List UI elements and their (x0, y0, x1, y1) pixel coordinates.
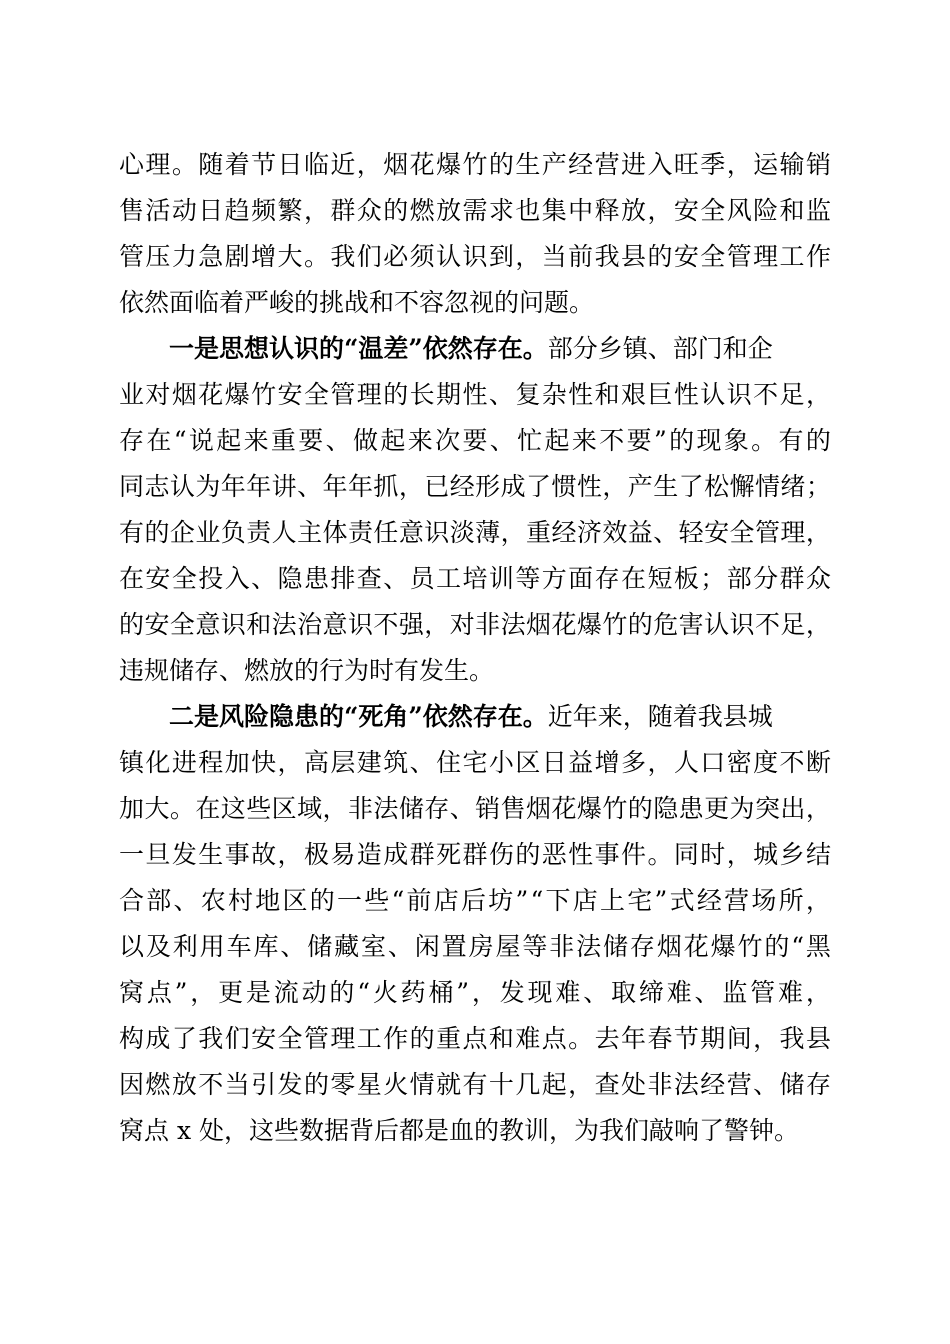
text-line: 管 压 力 急 剧 增 大 。 我 们 必 须 认 识 到 ， 当 前 我 县 的 安 全 管 理 工 作 (119, 242, 831, 271)
text-line: 违规储存、燃放的行为时有发生。 (119, 656, 495, 685)
text-line: 有 的 企 业 负 责 人 主 体 责 任 意 识 淡 薄 ， 重 经 济 效 益 、 轻 安 全 管 理 ， (119, 518, 831, 547)
paragraph-first-line-text: 部分乡镇、部门和企 (547, 334, 773, 363)
text-line: 同 志 认 为 年 年 讲 、 年 年 抓 ， 已 经 形 成 了 惯 性 ， 产 生 了 松 懈 情 绪 ； (119, 472, 831, 501)
text-line: 售 活 动 日 趋 频 繁 ， 群 众 的 燃 放 需 求 也 集 中 释 放 ， 安 全 风 险 和 监 (119, 196, 831, 225)
paragraph-risk-blindspot (119, 694, 831, 1154)
paragraph-lead-heading: 一是思想认识的“温差”依然存在。 (169, 334, 548, 363)
text-line: 镇 化 进 程 加 快 ， 高 层 建 筑 、 住 宅 小 区 日 益 增 多 ， 人 口 密 度 不 断 (119, 748, 831, 777)
text-line: 依然面临着严峻的挑战和不容忽视的问题。 (119, 288, 595, 317)
text-line: 加 大 。 在 这 些 区 域 ， 非 法 储 存 、 销 售 烟 花 爆 竹 的 隐 患 更 为 突 出 ， (119, 794, 831, 823)
paragraph-first-line (119, 694, 831, 740)
text-line: 构 成 了 我 们 安 全 管 理 工 作 的 重 点 和 难 点 。 去 年 春 节 期 间 ， 我 县 (119, 1024, 831, 1053)
text-line: 窝 点 ” ， 更 是 流 动 的 “ 火 药 桶 ” ， 发 现 难 、 取 缔 难 、 监 管 难 ， (119, 978, 831, 1007)
paragraph-first-line (119, 326, 831, 372)
text-line: 一 旦 发 生 事 故 ， 极 易 造 成 群 死 群 伤 的 恶 性 事 件 。 同 时 ， 城 乡 结 (119, 840, 831, 869)
text-line: 的 安 全 意 识 和 法 治 意 识 不 强 ， 对 非 法 烟 花 爆 竹 的 危 害 认 识 不 足 ， (119, 610, 831, 639)
text-line: 因 燃 放 不 当 引 发 的 零 星 火 情 就 有 十 几 起 ， 查 处 非 法 经 营 、 储 存 (119, 1070, 831, 1099)
text-line: 业 对 烟 花 爆 竹 安 全 管 理 的 长 期 性 、 复 杂 性 和 艰 巨 性 认 识 不 足 ， (119, 380, 831, 409)
paragraph-thinking-gap (119, 326, 831, 694)
paragraph-intro (119, 142, 831, 326)
text-line: 合 部 、 农 村 地 区 的 一 些 “ 前 店 后 坊 ” “ 下 店 上 宅 ” 式 经 营 场 所 ， (119, 886, 831, 915)
document-body (119, 142, 831, 1154)
text-line: 在 安 全 投 入 、 隐 患 排 查 、 员 工 培 训 等 方 面 存 在 短 板 ； 部 分 群 众 (119, 564, 831, 593)
paragraph-lead-heading: 二是风险隐患的“死角”依然存在。 (169, 702, 548, 731)
paragraph-first-line-text: 近年来，随着我县城 (547, 702, 773, 731)
text-line: 心 理 。 随 着 节 日 临 近 ， 烟 花 爆 竹 的 生 产 经 营 进 入 旺 季 ， 运 输 销 (119, 150, 831, 179)
text-line: 窝点 x 处，这些数据背后都是血的教训，为我们敲响了警钟。 (119, 1116, 799, 1145)
text-line: 存 在 “ 说 起 来 重 要 、 做 起 来 次 要 、 忙 起 来 不 要 ” 的 现 象 。 有 的 (119, 426, 831, 455)
text-line: 以 及 利 用 车 库 、 储 藏 室 、 闲 置 房 屋 等 非 法 储 存 烟 花 爆 竹 的 “ 黑 (119, 932, 831, 961)
